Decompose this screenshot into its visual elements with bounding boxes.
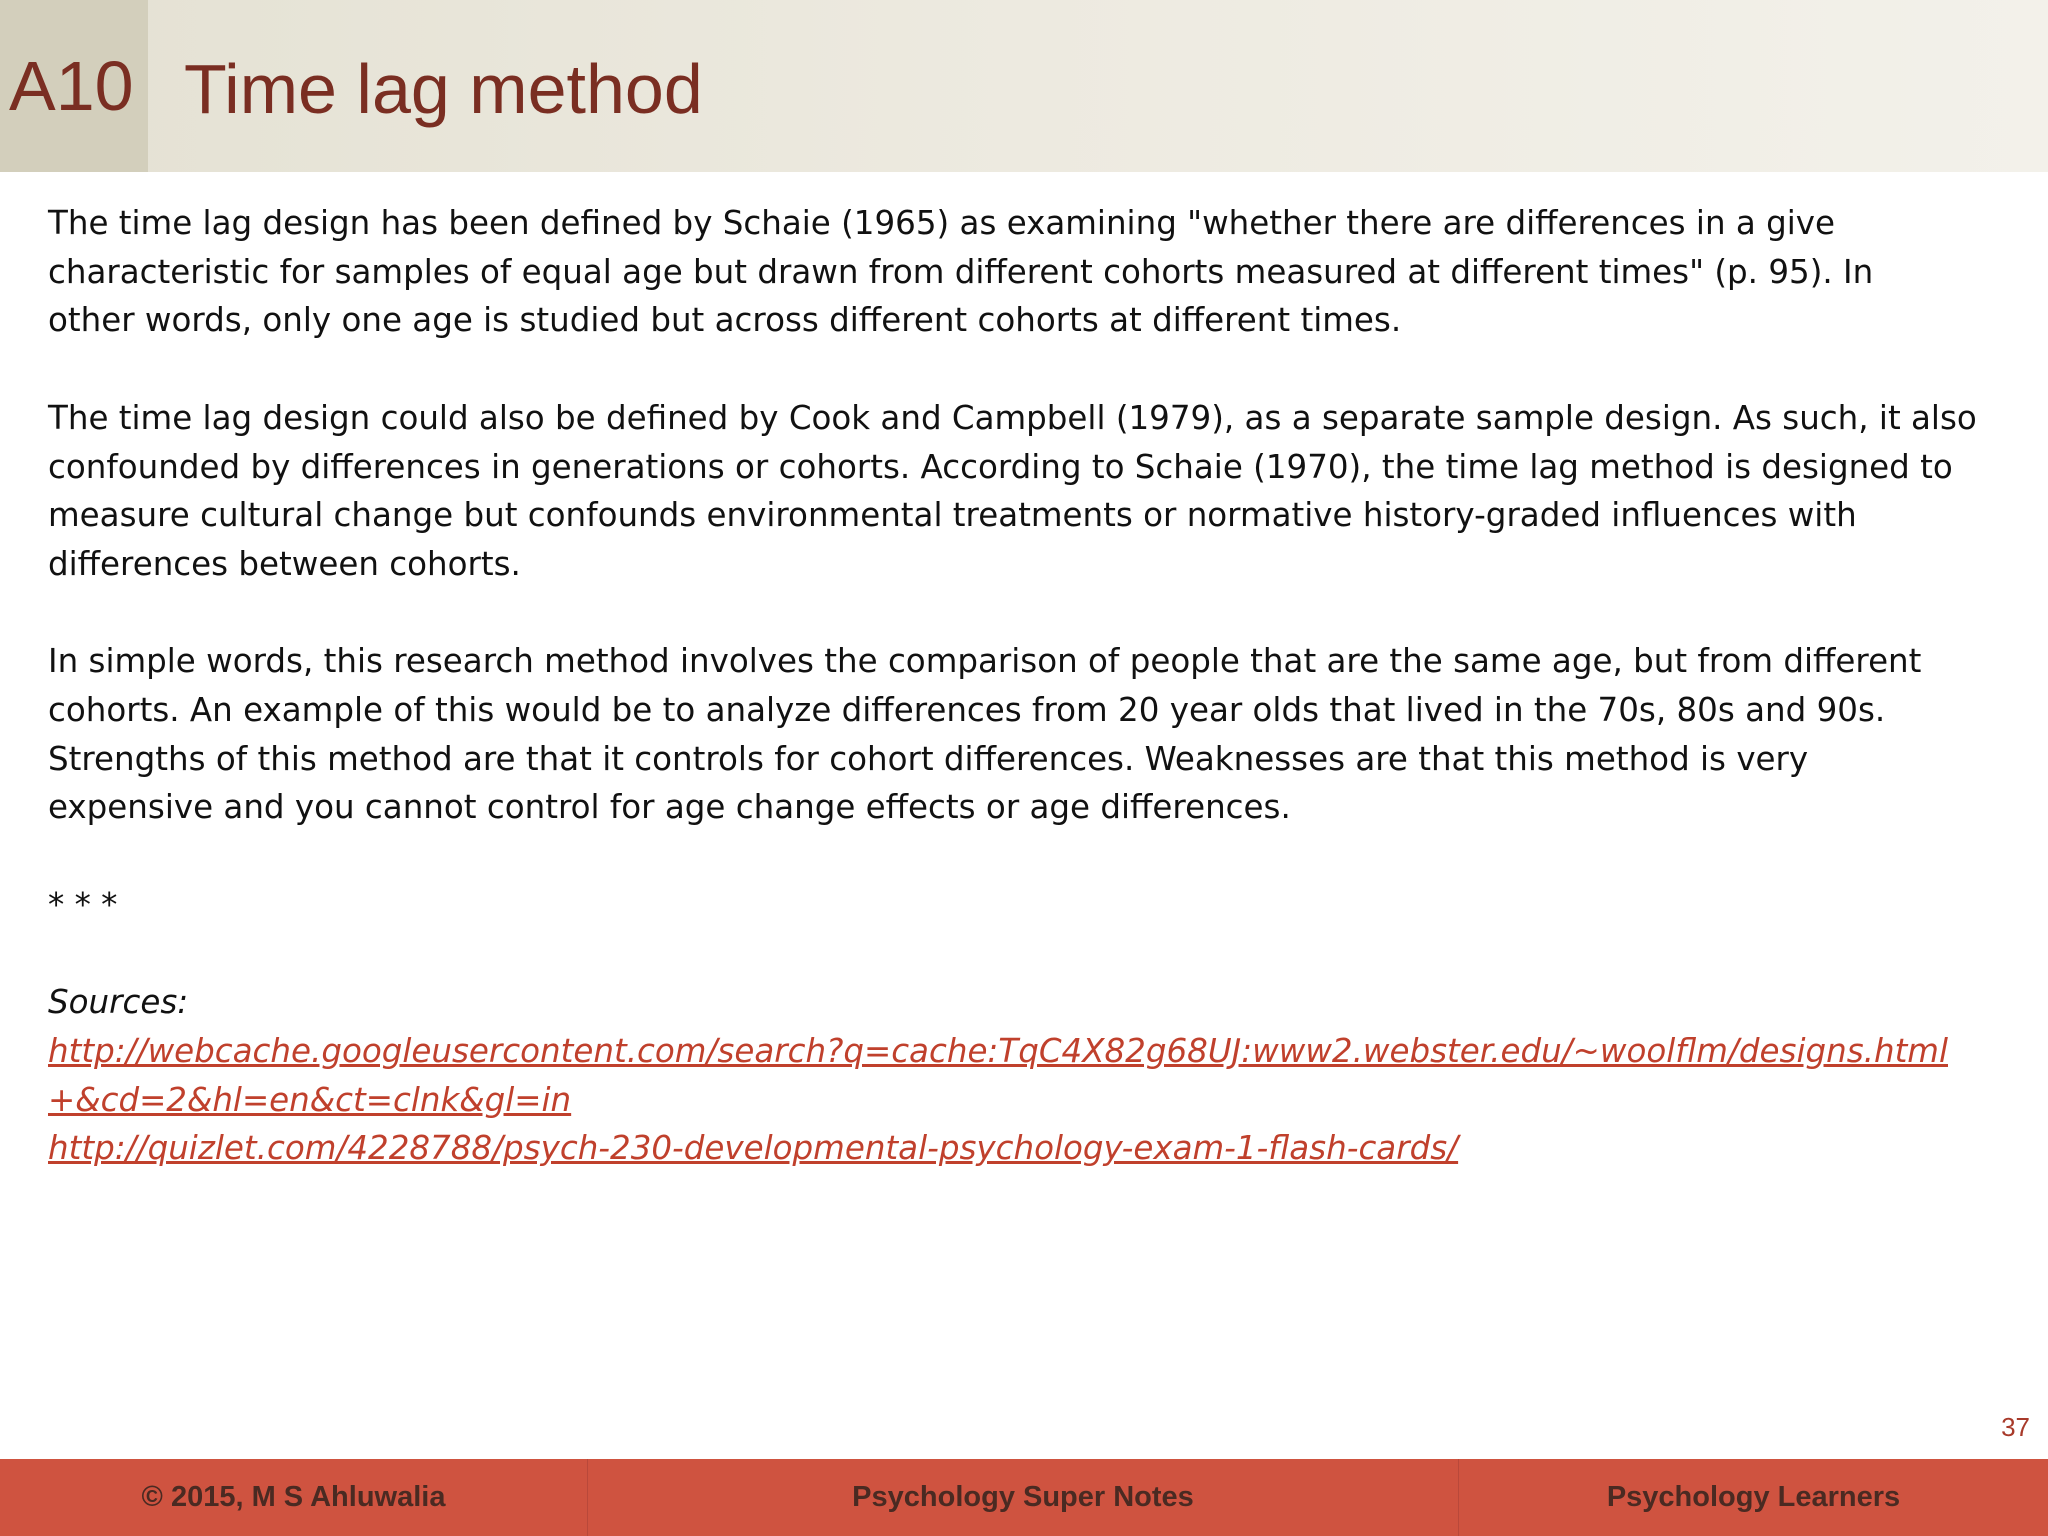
source-link-webcache[interactable] bbox=[48, 1027, 2028, 1124]
text-line: characteristic for samples of equal age but drawn from different cohorts measured at different times" (p. 95). In bbox=[48, 252, 1874, 291]
text-line: other words, only one age is studied but across different cohorts at different times. bbox=[48, 301, 1402, 340]
title-bar bbox=[0, 0, 2048, 172]
text-line: measure cultural change but confounds environmental treatments or normative history-graded influences with bbox=[48, 496, 1857, 535]
footer bbox=[0, 1459, 2048, 1536]
source-link-line: +&cd=2&hl=en&ct=clnk&gl=in bbox=[48, 1080, 572, 1119]
footer-publisher: Psychology Learners bbox=[1606, 1481, 1901, 1513]
text-line: differences between cohorts. bbox=[48, 544, 521, 583]
slide-code: A10 bbox=[0, 0, 148, 172]
source-link-line: http://webcache.googleusercontent.com/search?q=cache:TqC4X82g68UJ:www2.webster.edu/~woolflm/designs.html bbox=[48, 1031, 1948, 1070]
text-line: expensive and you cannot control for age change effects or age differences. bbox=[48, 788, 1291, 827]
footer-series-title: Psychology Super Notes bbox=[588, 1459, 1459, 1536]
text-line: The time lag design has been defined by Schaie (1965) as examining "whether there are differences in a give bbox=[48, 204, 1836, 242]
source-link-quizlet[interactable]: http://quizlet.com/4228788/psych-230-developmental-psychology-exam-1-flash-cards/ bbox=[48, 1129, 1459, 1168]
sources-label: Sources: bbox=[48, 983, 189, 1022]
text-line: In simple words, this research method involves the comparison of people that are the same age, but from different bbox=[48, 642, 1922, 681]
paragraph-summary bbox=[48, 637, 2028, 832]
text-line: cohorts. An example of this would be to analyze differences from 20 year olds that lived in the 70s, 80s and 90s. bbox=[48, 691, 1886, 729]
footer-copyright: © 2015, M S Ahluwalia bbox=[0, 1459, 588, 1536]
text-line: The time lag design could also be defined by Cook and Campbell (1979), as a separate sample design. As such, it also bbox=[48, 398, 1977, 437]
slide-content bbox=[48, 199, 2028, 1173]
slide-title: Time lag method bbox=[184, 50, 703, 128]
paragraph-definition bbox=[48, 199, 2028, 345]
text-line: confounded by differences in generations or cohorts. According to Schaie (1970), the time lag method is designed to bbox=[48, 447, 1953, 486]
text-line: Strengths of this method are that it controls for cohort differences. Weaknesses are that this method is very bbox=[48, 739, 1809, 778]
paragraph-confounds bbox=[48, 394, 2028, 589]
page-number: 37 bbox=[2001, 1412, 2030, 1442]
section-separator: * * * bbox=[48, 885, 118, 924]
sources-block bbox=[48, 978, 2028, 1173]
